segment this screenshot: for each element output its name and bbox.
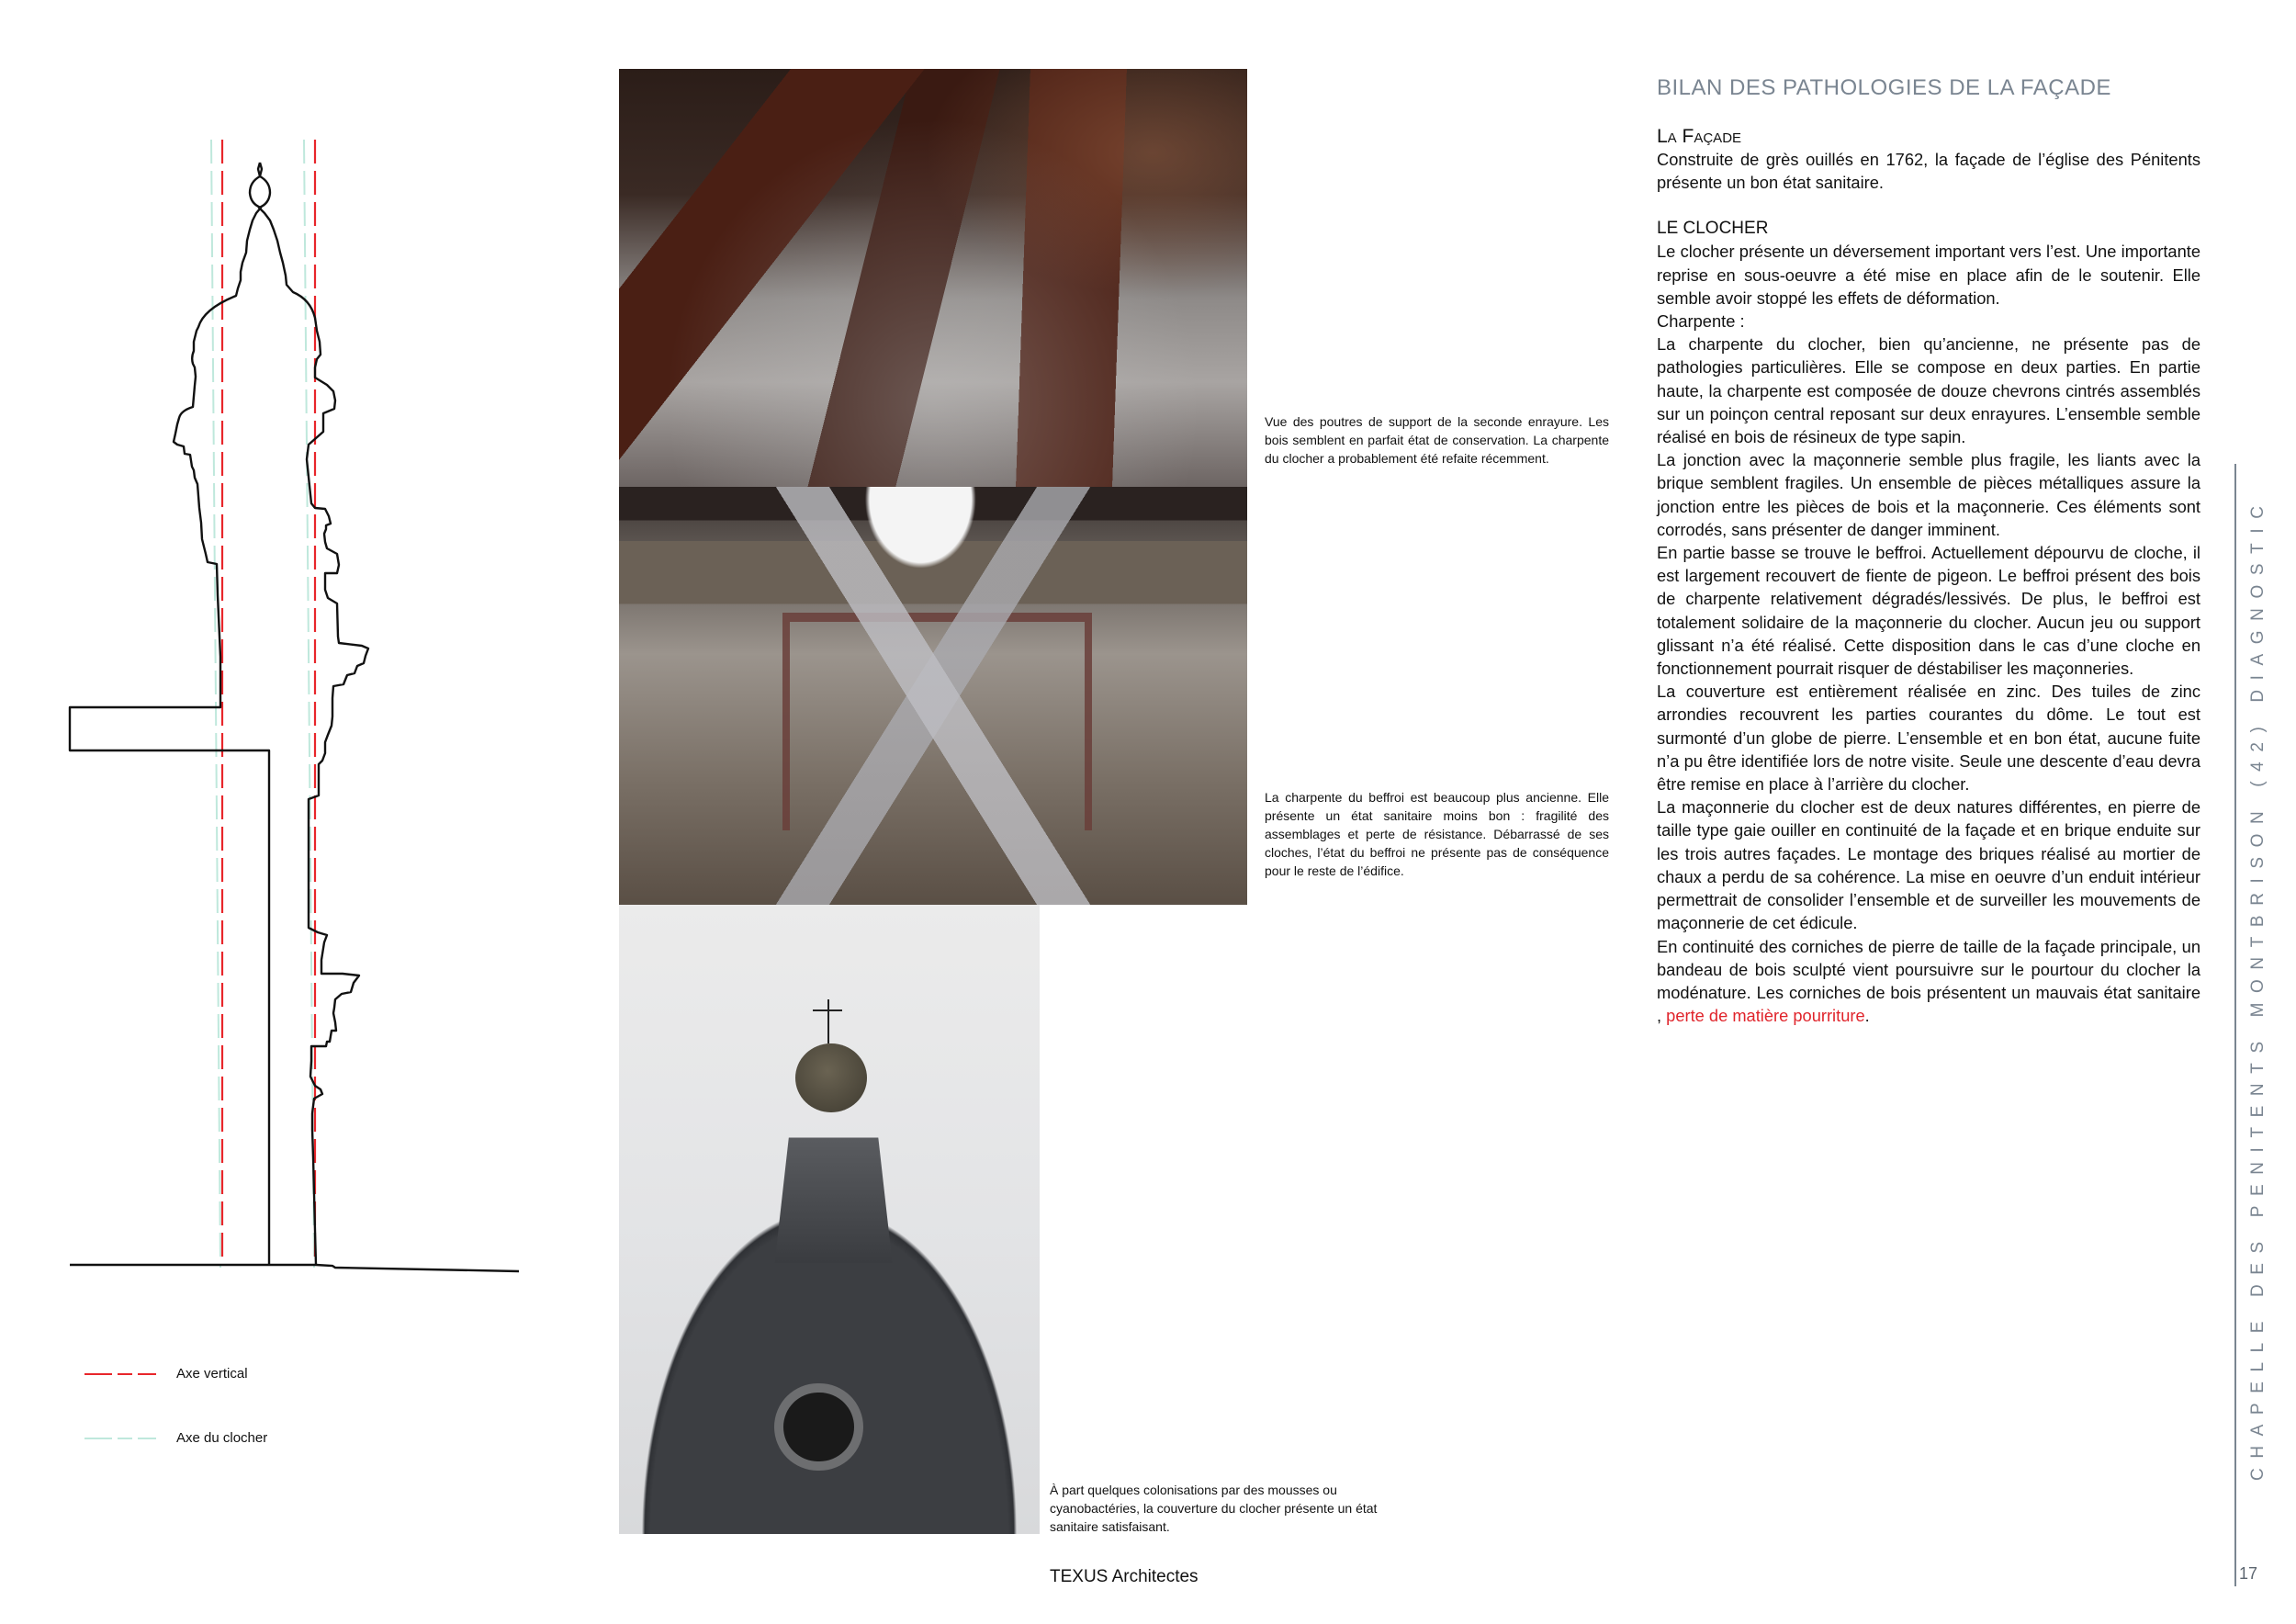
paragraph: La charpente du clocher, bien qu’ancienne, ne présente pas de pathologies particulières. Elle se compose en deux parties. En partie haute, la charpente est composée de douze chevrons cintrés assemblés sur un poinçon central reposant sur deux enrayures. L’ensemble semble réalisé en bois de résineux de type sapin. — [1657, 334, 2200, 447]
paragraph-text: En continuité des corniches de pierre de taille de la façade principale, un bandeau de bois sculpté vient poursuivre sur le pourtour du clocher la modénature. Les corniches de bois présentent un mauvais état sanitaire , — [1657, 936, 2200, 1026]
legend-bell-tower-axis — [84, 1430, 267, 1446]
bell-tower-outline-right — [259, 163, 368, 1265]
section-title-facade: La Façade — [1657, 126, 1742, 147]
dome-lantern — [774, 1137, 892, 1263]
cross-icon-bar — [813, 1009, 842, 1011]
photo-caption: La charpente du beffroi est beaucoup plus ancienne. Elle présente un état sanitaire moins bon : fragilité des assemblages et perte de résistance. Débarrassé de ses cloches, l’état du beffroi ne présente pas de conséquence pour le reste de l’édifice. — [1265, 790, 1609, 878]
side-document-title: CHAPELLE DES PENITENTS MONTBRISON (42) DIAGNOSTIC — [2248, 496, 2268, 1481]
paragraph-end: . — [1864, 1006, 1870, 1026]
oculus-window — [774, 1383, 862, 1472]
cross-icon — [827, 999, 829, 1043]
paragraph: La maçonnerie du clocher est de deux natures différentes, en pierre de taille type gaie ouiller en continuité de la façade et en brique enduite sur les trois autres façades. Le montage des briques réalisé au mortier de chaux a perdu de sa cohérence. La mise en oeuvre d’un enduit intérieur permettrait de consolider l’ensemble et de surveiller les mouvements de maçonnerie de cet édicule. — [1657, 797, 2200, 933]
paragraph: La jonction avec la maçonnerie semble plus fragile, les liants avec la brique semblent fragiles. Un ensemble de pièces métalliques assure la jonction entre les pièces de bois et la maçonnerie. Ces éléments sont corrodés, sans présenter de danger imminent. — [1657, 450, 2200, 539]
photo-bell-tower-dome — [619, 905, 1040, 1534]
paragraph: Le clocher présente un déversement important vers l’est. Une importante reprise en sous-oeuvre a été mise en place afin de le soutenir. Elle semble avoir stoppé les effets de déformation. — [1657, 242, 2200, 308]
photo-roof-framework-beams — [619, 69, 1247, 487]
legend-label: Axe vertical — [176, 1366, 248, 1382]
legend-label: Axe du clocher — [176, 1430, 268, 1446]
ground-line — [70, 1265, 519, 1271]
paragraph: En partie basse se trouve le beffroi. Actuellement dépourvu de cloche, il est largement recouvert de fiente de pigeon. Le beffroi présent des bois de charpente relativement dégradés/lessivés. De plus, le beffroi est totalement solidaire de la maçonnerie du clocher. Aucun jeu ou support glissant n’a été réalisé. Cette disposition dans le cas d’une cloche en fonctionnement pourrait risquer de déstabiliser les maçonneries. — [1657, 543, 2200, 679]
page-title: BILAN DES PATHOLOGIES DE LA FAÇADE — [1657, 75, 2111, 100]
cyan-dashed-line-icon — [84, 1438, 158, 1439]
photo-belfry-framework — [619, 487, 1247, 905]
bell-tower-elevation-drawing — [55, 129, 533, 1295]
bell-tower-outline — [70, 163, 269, 1265]
text-column — [1657, 75, 2200, 1027]
highlighted-pathology: perte de matière pourriture — [1666, 1006, 1865, 1026]
red-dashed-line-icon — [84, 1373, 158, 1375]
stone-globe — [795, 1043, 867, 1112]
paragraph: Construite de grès ouillés en 1762, la façade de l’église des Pénitents présente un bon état sanitaire. — [1657, 150, 2200, 193]
photo-caption: Vue des poutres de support de la seconde enrayure. Les bois semblent en parfait état de conservation. La charpente du clocher a probablement été refaite récemment. — [1265, 414, 1609, 466]
subheading-charpente: Charpente : — [1657, 311, 1745, 332]
footer-firm-name: TEXUS Architectes — [1050, 1567, 1199, 1586]
paragraph: La couverture est entièrement réalisée en zinc. Des tuiles de zinc arrondies recouvrent les parties courantes du dôme. Le tout est surmonté d’un globe de pierre. L’ensemble et en bon état, aucune fuite n’a pu être identifiée lors de notre visite. Seule une descente d’eau devra être remise en place à l’arrière du clocher. — [1657, 682, 2200, 795]
paragraph-last — [1657, 935, 2200, 1028]
photo-caption: À part quelques colonisations par des mousses ou cyanobactéries, la couverture du clocher présente un état sanitaire satisfaisant. — [1050, 1483, 1378, 1534]
legend-vertical-axis — [84, 1366, 248, 1382]
side-divider — [2234, 464, 2236, 1586]
page-number: 17 — [2239, 1564, 2258, 1583]
section-title-clocher: LE CLOCHER — [1657, 219, 1769, 239]
